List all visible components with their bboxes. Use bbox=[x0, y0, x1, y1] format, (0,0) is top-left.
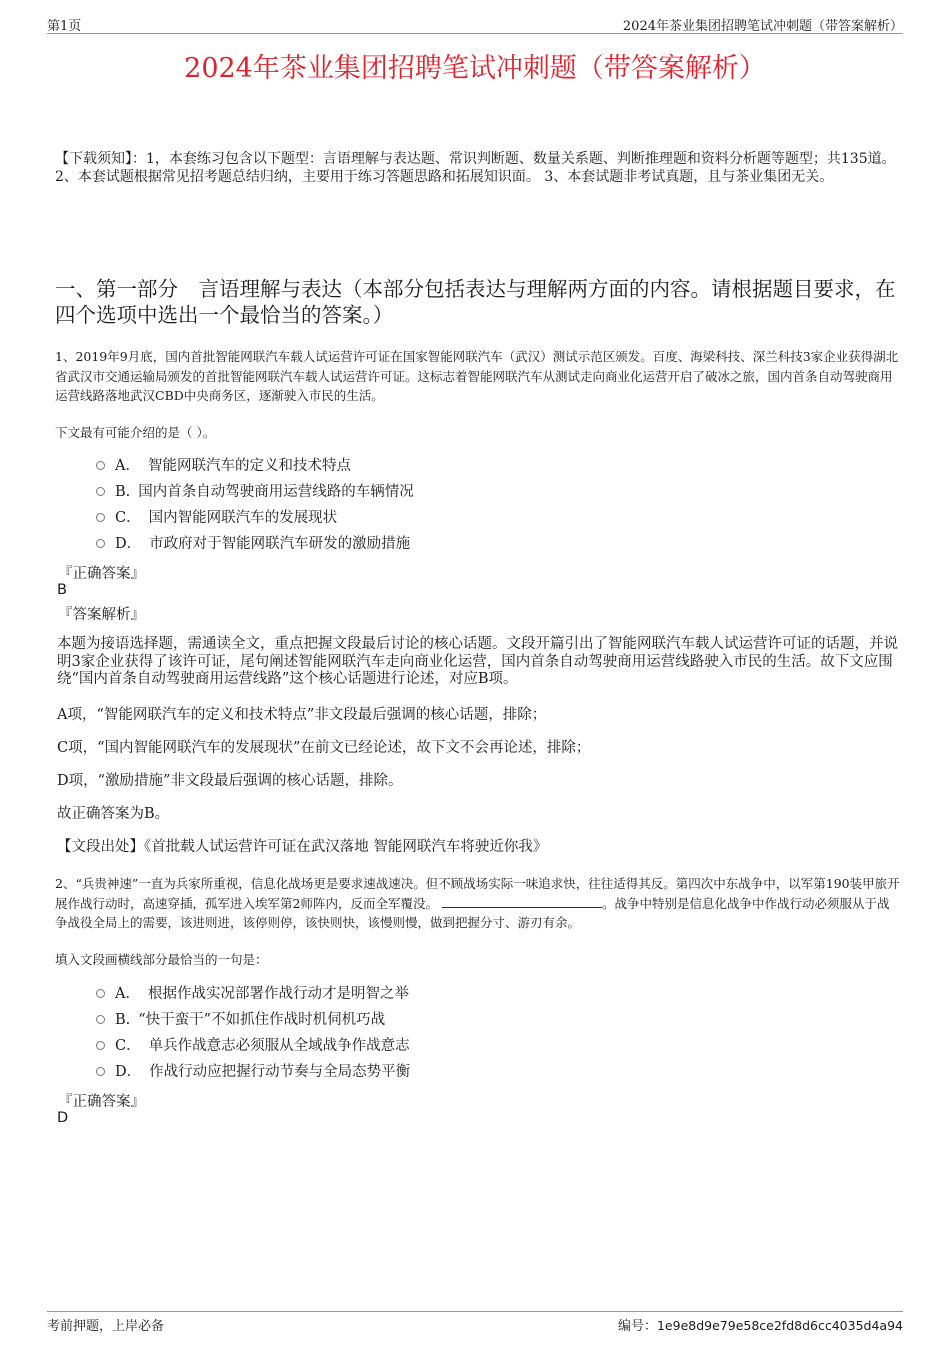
q2-option-a[interactable] bbox=[96, 984, 409, 1004]
q1-analysis-d: D项，“激励措施”非文段最后强调的核心话题，排除。 bbox=[57, 773, 403, 789]
q1-analysis-c: C项，“国内智能网联汽车的发展现状”在前文已经论述，故下文不会再论述，排除； bbox=[57, 740, 591, 756]
radio-icon[interactable] bbox=[96, 989, 105, 998]
question-1-text: 1、2019年9月底，国内首批智能网联汽车载人试运营许可证在国家智能网联汽车（武汉）测试示范区颁发。百度、海梁科技、深兰科技3家企业获得湖北省武汉市交通运输局颁发的首批智能网联汽车载人试运营许可证。这标志着智能网联汽车从测试走向商业化运营开启了破冰之旅，国内首条自动驾驶商用运营线路落地武汉CBD中央商务区，逐渐驶入市民的生活。 bbox=[55, 349, 899, 403]
q2-text-after: 。战争中特别是信息化战争中作战行动必须服从于战争战役全局上的需要，该进则进，该停则停，该快则快，该慢则慢，做到把握分寸、游刃有余。 bbox=[55, 895, 890, 930]
q1-option-a[interactable] bbox=[96, 456, 351, 476]
question-2-prompt: 填入文段画横线部分最恰当的一句是： bbox=[55, 952, 268, 967]
q2-answer: D bbox=[57, 1110, 69, 1126]
footer-code bbox=[618, 1315, 903, 1334]
option-text: 单兵作战意志必须服从全域战争作战意志 bbox=[148, 1038, 410, 1054]
option-letter: A． bbox=[115, 986, 140, 1002]
footer-divider bbox=[47, 1311, 903, 1312]
option-text: “快干蛮干”不如抓住作战时机伺机巧战 bbox=[138, 1012, 386, 1028]
q1-conclusion: 故正确答案为B。 bbox=[57, 806, 170, 822]
radio-icon[interactable] bbox=[96, 1015, 105, 1024]
option-text: 国内智能网联汽车的发展现状 bbox=[148, 510, 338, 526]
question-1-prompt: 下文最有可能介绍的是（ ）。 bbox=[55, 425, 216, 440]
radio-icon[interactable] bbox=[96, 1067, 105, 1076]
analysis-label: 『答案解析』 bbox=[58, 607, 145, 623]
q1-option-b[interactable] bbox=[96, 482, 414, 502]
q2-option-b[interactable] bbox=[96, 1010, 385, 1030]
option-text: 国内首条自动驾驶商用运营线路的车辆情况 bbox=[138, 484, 414, 500]
q1-analysis-a: A项，“智能网联汽车的定义和技术特点”非文段最后强调的核心话题，排除； bbox=[57, 707, 547, 723]
q1-option-c[interactable] bbox=[96, 508, 337, 528]
page-title: 2024年茶业集团招聘笔试冲刺题（带答案解析） bbox=[184, 53, 766, 84]
download-notice: 【下载须知】：1，本套练习包含以下题型：言语理解与表达题、常识判断题、数量关系题、判断推理题和资料分析题等题型；共135道。 2、本套试题根据常见招考题总结归纳，主要用于练习答题思路和拓展知识面。 3、本套试题非考试真题，且与茶业集团无关。 bbox=[55, 151, 896, 185]
correct-answer-label: 『正确答案』 bbox=[58, 566, 145, 582]
radio-icon[interactable] bbox=[96, 487, 105, 496]
option-letter: B. bbox=[115, 1012, 131, 1028]
option-text: 根据作战实况部署作战行动才是明智之举 bbox=[147, 986, 409, 1002]
q1-answer: B bbox=[57, 582, 67, 598]
code-value: 1e9e8d9e79e58ce2fd8d6cc4035d4a94 bbox=[656, 1318, 903, 1333]
header-divider bbox=[47, 33, 903, 34]
q1-source: 【文段出处】《首批载人试运营许可证在武汉落地 智能网联汽车将驶近你我》 bbox=[57, 839, 548, 855]
radio-icon[interactable] bbox=[96, 1041, 105, 1050]
footer-slogan: 考前押题，上岸必备 bbox=[47, 1319, 165, 1334]
fill-in-blank bbox=[442, 895, 602, 908]
option-letter: D． bbox=[115, 1064, 142, 1080]
option-letter: D． bbox=[115, 536, 142, 552]
q2-text-before: 2、“兵贵神速”一直为兵家所重视，信息化战场更是要求速战速决。但不顾战场实际一味追求快，往往适得其反。第四次中东战争中，以军第190装甲旅开展作战行动时，高速穿插，孤军进入埃军第2师阵内，反而全军覆没。 bbox=[55, 876, 900, 911]
option-letter: C． bbox=[115, 1038, 141, 1054]
option-letter: C． bbox=[115, 510, 141, 526]
header-doc-title: 2024年茶业集团招聘笔试冲刺题（带答案解析） bbox=[622, 19, 903, 34]
q2-option-c[interactable] bbox=[96, 1036, 410, 1056]
section-heading: 一、第一部分 言语理解与表达（本部分包括表达与理解两方面的内容。请根据题目要求，在四个选项中选出一个最恰当的答案。） bbox=[55, 277, 896, 327]
question-2-text bbox=[55, 874, 900, 933]
q1-option-d[interactable] bbox=[96, 534, 410, 554]
option-letter: A． bbox=[115, 458, 140, 474]
page-number: 第1页 bbox=[47, 19, 82, 34]
q2-option-d[interactable] bbox=[96, 1062, 410, 1082]
option-text: 市政府对于智能网联汽车研发的激励措施 bbox=[149, 536, 411, 552]
q1-analysis-main: 本题为接语选择题，需通读全文，重点把握文段最后讨论的核心话题。文段开篇引出了智能网联汽车载人试运营许可证的话题，并说明3家企业获得了该许可证，尾句阐述智能网联汽车走向商业化运营，国内首条自动驾驶商用运营线路驶入市民的生活。故下文应围绕“国内首条自动驾驶商用运营线路”这个核心话题进行论述，对应B项。 bbox=[57, 636, 898, 687]
radio-icon[interactable] bbox=[96, 461, 105, 470]
radio-icon[interactable] bbox=[96, 513, 105, 522]
option-text: 智能网联汽车的定义和技术特点 bbox=[147, 458, 351, 474]
option-text: 作战行动应把握行动节奏与全局态势平衡 bbox=[149, 1064, 411, 1080]
radio-icon[interactable] bbox=[96, 539, 105, 548]
correct-answer-label: 『正确答案』 bbox=[58, 1094, 145, 1110]
option-letter: B. bbox=[115, 484, 131, 500]
code-label: 编号： bbox=[617, 1319, 657, 1334]
